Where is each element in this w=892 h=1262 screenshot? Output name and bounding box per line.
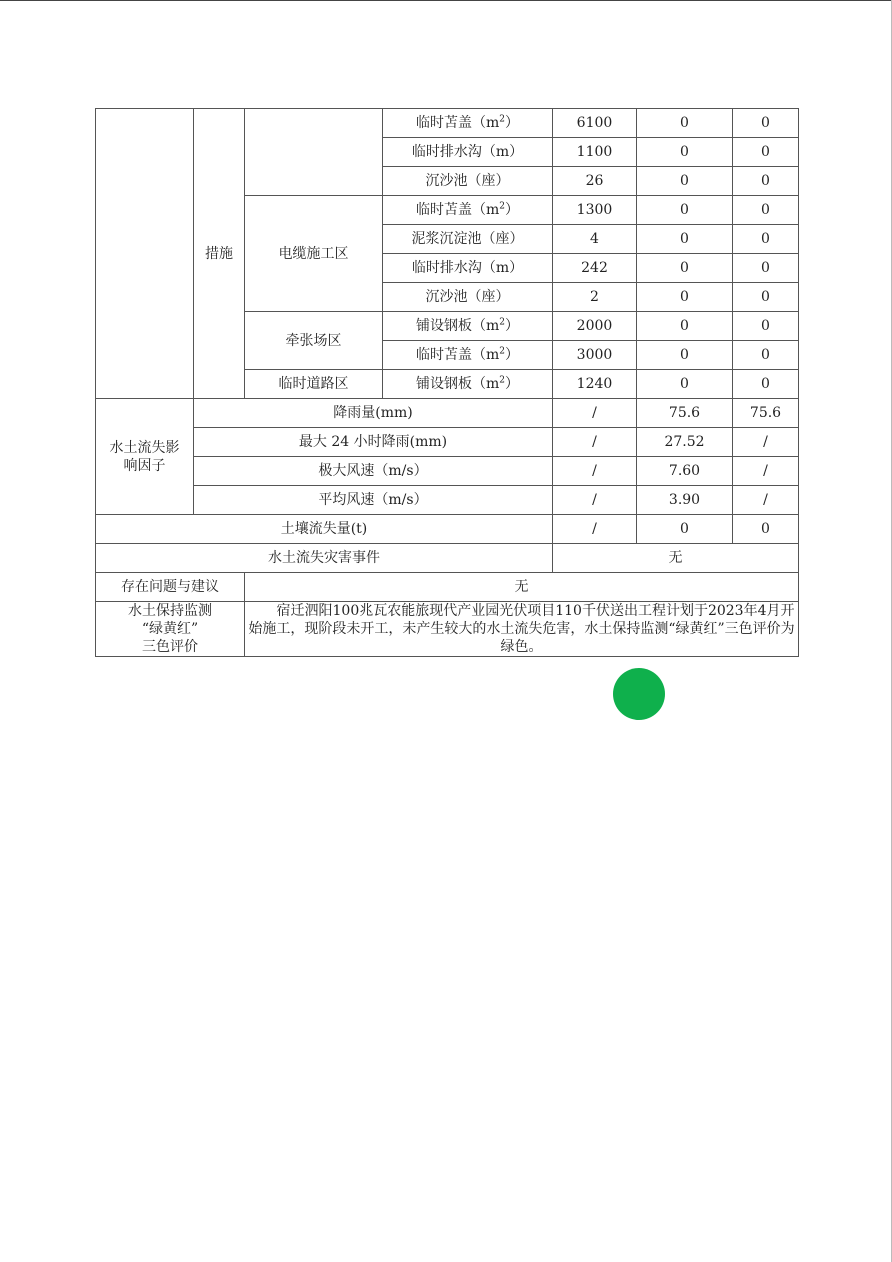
- value-cell: 0: [637, 370, 733, 399]
- value-cell: 0: [733, 312, 799, 341]
- value-cell: 3.90: [637, 486, 733, 515]
- value-cell: 0: [733, 254, 799, 283]
- measure-item-cell: 铺设钢板$(m^2)$: [383, 370, 553, 399]
- measure-item-cell: 临时苫盖$(m^2)$: [383, 341, 553, 370]
- table-row: [96, 457, 799, 486]
- planned-cell: 1100: [553, 138, 637, 167]
- monitoring-report-table: [95, 108, 799, 657]
- factor-name-cell: 极大风速（m/s）: [194, 457, 553, 486]
- value-cell: 0: [733, 196, 799, 225]
- disaster-value: 无: [553, 544, 799, 573]
- planned-cell: /: [553, 399, 637, 428]
- disaster-label: 水土流失灾害事件: [96, 544, 553, 573]
- value-cell: 0: [637, 109, 733, 138]
- planned-cell: /: [553, 428, 637, 457]
- value-cell: 0: [637, 283, 733, 312]
- value-cell: 27.52: [637, 428, 733, 457]
- factor-name-cell: 平均风速（m/s）: [194, 486, 553, 515]
- value-cell: 0: [637, 254, 733, 283]
- value-cell: 0: [637, 515, 733, 544]
- table-row: [96, 109, 799, 138]
- planned-cell: 3000: [553, 341, 637, 370]
- value-cell: /: [733, 486, 799, 515]
- measure-item-cell: 临时排水沟（m）: [383, 138, 553, 167]
- value-cell: 7.60: [637, 457, 733, 486]
- measure-item-cell: 铺设钢板$(m^2)$: [383, 312, 553, 341]
- value-cell: 0: [733, 167, 799, 196]
- factor-name-cell: 最大 24 小时降雨(mm): [194, 428, 553, 457]
- measures-section-label: 措施: [194, 109, 245, 399]
- page-top-rule: [0, 0, 892, 1]
- value-cell: /: [733, 457, 799, 486]
- area-cell: 牵张场区: [245, 312, 383, 370]
- planned-cell: /: [553, 515, 637, 544]
- value-cell: 0: [733, 225, 799, 254]
- planned-cell: 2: [553, 283, 637, 312]
- planned-cell: 4: [553, 225, 637, 254]
- issues-value: 无: [245, 573, 799, 602]
- planned-cell: 2000: [553, 312, 637, 341]
- value-cell: 0: [733, 341, 799, 370]
- value-cell: 0: [733, 109, 799, 138]
- value-cell: /: [733, 428, 799, 457]
- table-row: [96, 486, 799, 515]
- measure-item-cell: 沉沙池（座）: [383, 283, 553, 312]
- area-cell: [245, 109, 383, 196]
- measure-item-cell: 临时排水沟（m）: [383, 254, 553, 283]
- measure-item-cell: 泥浆沉淀池（座）: [383, 225, 553, 254]
- table-row: [96, 515, 799, 544]
- planned-cell: 1240: [553, 370, 637, 399]
- value-cell: 75.6: [637, 399, 733, 428]
- evaluation-text: 宿迁泗阳100兆瓦农能旅现代产业园光伏项目110千伏送出工程计划于2023年4月开始施工，现阶段未开工，未产生较大的水土流失危害，水土保持监测“绿黄红”三色评价为绿色。: [248, 603, 795, 655]
- table-row: [96, 573, 799, 602]
- value-cell: 0: [733, 138, 799, 167]
- table-row: [96, 399, 799, 428]
- table-row: [96, 428, 799, 457]
- planned-cell: 6100: [553, 109, 637, 138]
- planned-cell: /: [553, 457, 637, 486]
- value-cell: 0: [733, 515, 799, 544]
- factor-name-cell: 降雨量(mm): [194, 399, 553, 428]
- value-cell: 0: [733, 370, 799, 399]
- table-row: [96, 602, 799, 657]
- value-cell: 0: [637, 196, 733, 225]
- value-cell: 75.6: [733, 399, 799, 428]
- evaluation-text-cell: [245, 602, 799, 657]
- soil-loss-label: 土壤流失量(t): [96, 515, 553, 544]
- value-cell: 0: [637, 312, 733, 341]
- factors-label: 水土流失影 响因子: [96, 399, 194, 515]
- blank-category-cell: [96, 109, 194, 399]
- issues-label: 存在问题与建议: [96, 573, 245, 602]
- planned-cell: 242: [553, 254, 637, 283]
- green-rating-indicator: [613, 668, 665, 720]
- planned-cell: /: [553, 486, 637, 515]
- value-cell: 0: [637, 138, 733, 167]
- area-cell: 电缆施工区: [245, 196, 383, 312]
- value-cell: 0: [637, 225, 733, 254]
- measure-item-cell: 沉沙池（座）: [383, 167, 553, 196]
- table-row: [96, 544, 799, 573]
- measure-item-cell: 临时苫盖$(m^2)$: [383, 109, 553, 138]
- value-cell: 0: [637, 341, 733, 370]
- measure-item-cell: 临时苫盖$(m^2)$: [383, 196, 553, 225]
- planned-cell: 26: [553, 167, 637, 196]
- value-cell: 0: [637, 167, 733, 196]
- area-cell: 临时道路区: [245, 370, 383, 399]
- planned-cell: 1300: [553, 196, 637, 225]
- value-cell: 0: [733, 283, 799, 312]
- evaluation-title: 水土保持监测 “绿黄红” 三色评价: [96, 602, 245, 657]
